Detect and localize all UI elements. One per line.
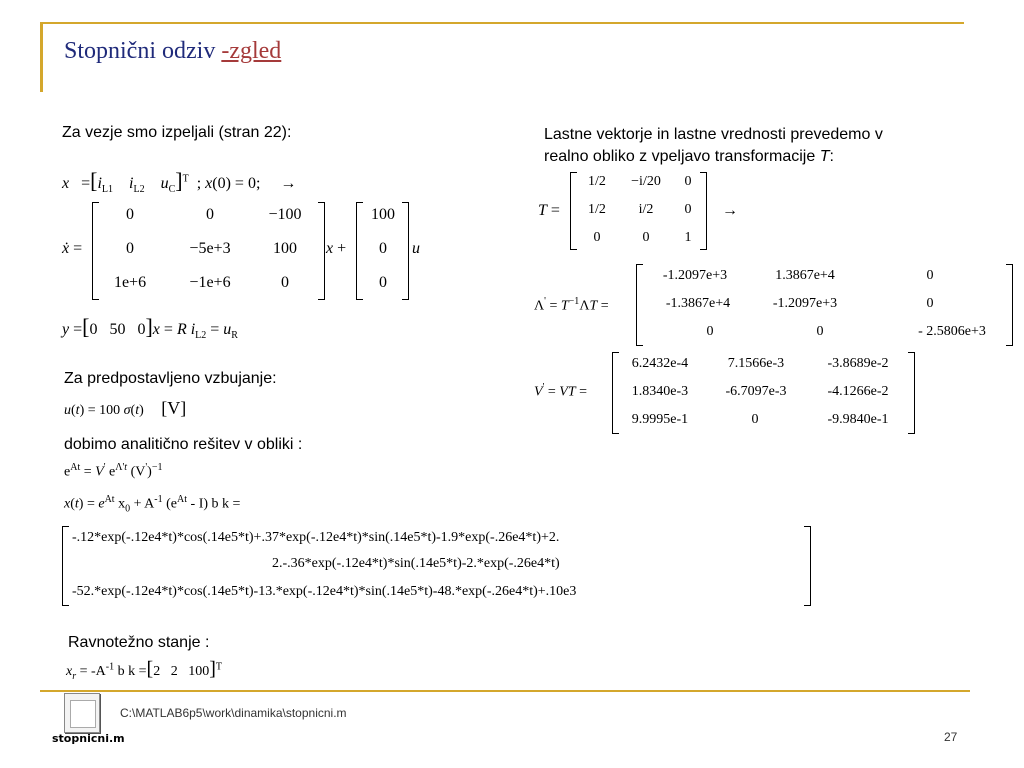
lambda-cell: 1.3867e+4 bbox=[775, 268, 835, 283]
T-label: T = bbox=[538, 202, 560, 219]
right-intro-line2: realno obliko z vpeljavo transformacije T: bbox=[544, 148, 834, 165]
file-page-icon bbox=[70, 700, 96, 728]
T-cell: 0 bbox=[684, 174, 692, 189]
bottom-rule bbox=[40, 690, 970, 692]
b-cell: 0 bbox=[379, 240, 387, 257]
V-right-bracket bbox=[908, 352, 915, 434]
lambda-cell: 0 bbox=[926, 268, 934, 283]
A-cell: −100 bbox=[268, 206, 302, 223]
file-path: C:\MATLAB6p5\work\dinamika\stopnicni.m bbox=[120, 706, 347, 720]
V-cell: -4.1266e-2 bbox=[827, 384, 889, 399]
A-cell: 0 bbox=[126, 240, 134, 257]
lambda-cell: -1.3867e+4 bbox=[665, 296, 731, 311]
lambda-cell: 0 bbox=[706, 324, 714, 339]
excitation-equation: u(t) = 100 σ(t) [V] bbox=[64, 398, 187, 418]
x-dot: ẋ = bbox=[62, 240, 83, 257]
V-cell: -3.8689e-2 bbox=[827, 356, 889, 371]
T-cell: 0 bbox=[684, 202, 692, 217]
matlab-file-icon[interactable] bbox=[64, 693, 100, 733]
A-cell: 0 bbox=[206, 206, 214, 223]
lambda-cell: -1.2097e+3 bbox=[772, 296, 838, 311]
T-cell: 0 bbox=[642, 230, 650, 245]
lambda-cell: - 2.5806e+3 bbox=[918, 324, 986, 339]
b-cell: 100 bbox=[371, 206, 395, 223]
result-left-bracket bbox=[62, 526, 69, 606]
result-right-bracket bbox=[804, 526, 811, 606]
V-label: V' = VT = bbox=[534, 382, 588, 400]
T-cell: 0 bbox=[593, 230, 601, 245]
xt-equation: $x(t) = e^{At}$ $x_0 + A^{-1}$ $(e^{At} - I)$ b k = bbox=[64, 494, 241, 515]
T-cell: 1/2 bbox=[588, 174, 606, 189]
right-intro-T: T bbox=[819, 148, 830, 165]
lambda-cell: 0 bbox=[816, 324, 824, 339]
V-cell: 9.9995e-1 bbox=[631, 412, 689, 427]
lambda-label: $\Lambda' = T^{-1}\Lambda T$ = bbox=[534, 296, 609, 314]
V-cell: 6.2432e-4 bbox=[631, 356, 689, 371]
T-cell: 1/2 bbox=[588, 202, 606, 217]
title-accent-bar bbox=[40, 22, 43, 92]
right-intro-line1: Lastne vektorje in lastne vrednosti prevedemo v bbox=[544, 126, 883, 143]
x-definition: $x =[i_{L1}$ $i_{L2}$ $u_C]^T$ ; x(0) = 0; → bbox=[62, 168, 297, 196]
A-cell: 100 bbox=[273, 240, 297, 257]
A-cell: −5e+3 bbox=[189, 240, 231, 257]
b-cell: 0 bbox=[379, 274, 387, 291]
lambda-cell: 0 bbox=[926, 296, 934, 311]
V-cell: 0 bbox=[751, 412, 759, 427]
u-symbol: u bbox=[412, 240, 420, 257]
arrow-right-icon: → bbox=[722, 202, 738, 219]
right-intro-text: realno obliko z vpeljavo transformacije bbox=[544, 148, 816, 165]
T-cell: 1 bbox=[684, 230, 692, 245]
V-cell: 1.8340e-3 bbox=[631, 384, 689, 399]
title-main: Stopnični odziv bbox=[64, 38, 216, 64]
y-definition: y =[0 50 0]x = R $i_{L2} = u_R$ bbox=[62, 314, 238, 342]
A-cell: 0 bbox=[281, 274, 289, 291]
steady-state-label: Ravnotežno stanje : bbox=[68, 634, 210, 651]
solution-label: dobimo analitično rešitev v obliki : bbox=[64, 436, 303, 453]
title-sub-link[interactable]: -zgled bbox=[221, 38, 282, 64]
V-cell: -9.9840e-1 bbox=[827, 412, 889, 427]
excitation-label: Za predpostavljeno vzbujanje: bbox=[64, 370, 277, 387]
page-number: 27 bbox=[944, 730, 958, 744]
steady-state-equation: $x_r = -A^{-1}$ b k =[2 2 100]$^T$ bbox=[66, 658, 222, 682]
T-right-bracket bbox=[700, 172, 707, 250]
V-cell: -6.7097e-3 bbox=[725, 384, 787, 399]
lambda-cell: -1.2097e+3 bbox=[662, 268, 728, 283]
eAt-equation: $e^{At} = V'$ $e^{\Lambda't}$ $(V')^{-1}$ bbox=[64, 462, 163, 480]
T-cell: i/2 bbox=[638, 202, 654, 217]
file-name-label[interactable]: stopnicni.m bbox=[52, 732, 125, 745]
top-rule bbox=[40, 22, 964, 24]
page-title bbox=[64, 38, 281, 65]
T-cell: −i/20 bbox=[631, 174, 661, 189]
left-intro: Za vezje smo izpeljali (stran 22): bbox=[62, 124, 292, 141]
V-cell: 7.1566e-3 bbox=[727, 356, 785, 371]
A-cell: −1e+6 bbox=[189, 274, 231, 291]
result-row-3: -52.*exp(-.12e4*t)*cos(.14e5*t)-13.*exp(-.12e4*t)*sin(.14e5*t)-48.*exp(-.26e4*t)+.10e3 bbox=[72, 584, 577, 599]
x-plus: x + bbox=[326, 240, 347, 257]
result-row-1: -.12*exp(-.12e4*t)*cos(.14e5*t)+.37*exp(-.12e4*t)*sin(.14e5*t)-1.9*exp(-.26e4*t)+2. bbox=[72, 530, 560, 545]
lambda-right-bracket bbox=[1006, 264, 1013, 346]
A-cell: 1e+6 bbox=[113, 274, 147, 291]
A-cell: 0 bbox=[126, 206, 134, 223]
result-row-2: 2.-.36*exp(-.12e4*t)*sin(.14e5*t)-2.*exp(-.26e4*t) bbox=[272, 556, 560, 571]
